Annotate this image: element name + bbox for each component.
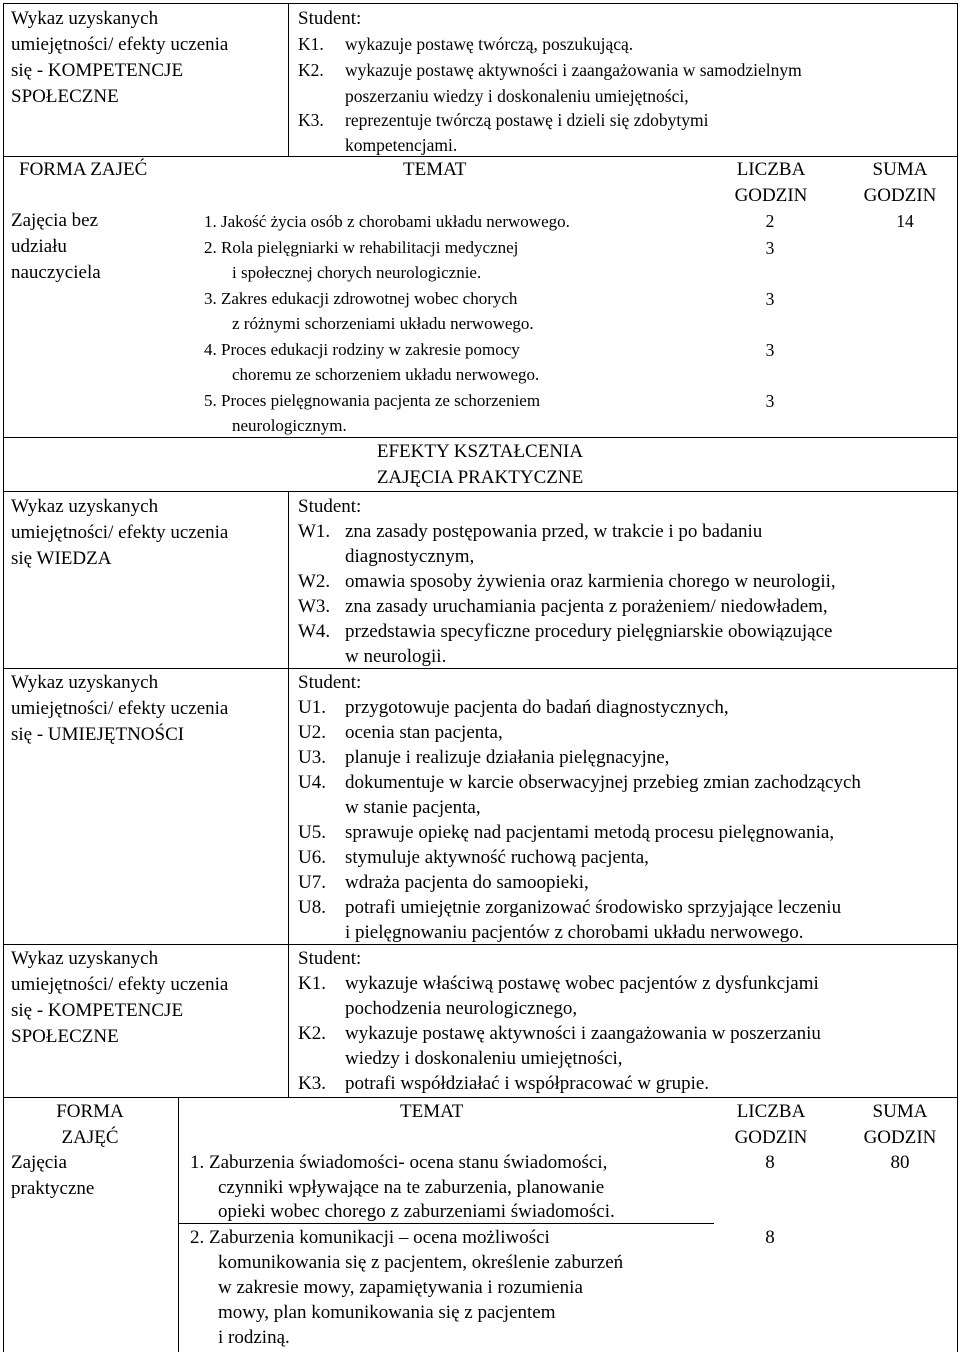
topic-line: choremu ze schorzeniem układu nerwowego.: [232, 365, 540, 384]
topic-line: opieki wobec chorego z zaburzeniami świadomości.: [218, 1201, 615, 1222]
item-text: planuje i realizuje działania pielęgnacyjne,: [345, 747, 670, 768]
item-text: wykazuje właściwą postawę wobec pacjentów z dysfunkcjami: [345, 973, 819, 994]
sum-header: SUMA GODZIN: [863, 1101, 937, 1148]
topic-line: komunikowania się z pacjentem, określenie zaburzeń: [218, 1252, 624, 1273]
item-code: K1.: [298, 34, 324, 54]
topic-line: czynniki wpływające na te zaburzenia, planowanie: [218, 1177, 605, 1198]
item-text: omawia sposoby żywienia oraz karmienia chorego w neurologii,: [345, 571, 836, 592]
item-text: poszerzaniu wiedzy i doskonaleniu umiejętności,: [345, 86, 689, 106]
item-code: K1.: [298, 973, 326, 994]
item-code: U2.: [298, 722, 326, 743]
topic-line: w zakresie mowy, zapamiętywania i rozumienia: [218, 1277, 583, 1298]
item-text: i pielęgnowaniu pacjentów z chorobami układu nerwowego.: [345, 922, 804, 943]
item-code: U5.: [298, 822, 326, 843]
divider-top-competence: [288, 3, 289, 157]
item-code: U4.: [298, 772, 326, 793]
item-text: w stanie pacjenta,: [345, 797, 481, 818]
divider-effects: [288, 491, 289, 1097]
topic-line: mowy, plan komunikowania się z pacjentem: [218, 1302, 556, 1323]
form-name: Zajęcia praktyczne: [11, 1152, 95, 1199]
item-text: przygotowuje pacjenta do badań diagnostycznych,: [345, 697, 729, 718]
item-code: K2.: [298, 60, 324, 80]
item-code: K3.: [298, 110, 324, 130]
item-code: K2.: [298, 1023, 326, 1044]
item-code: W4.: [298, 621, 331, 642]
student-label: Student:: [298, 496, 362, 517]
practical-header-line2: ZAJĘCIA PRAKTYCZNE: [376, 467, 584, 488]
item-text: wykazuje postawę aktywności i zaangażowania w poszerzaniu: [345, 1023, 821, 1044]
item-code: U8.: [298, 897, 326, 918]
topic-line: 1. Jakość życia osób z chorobami układu nerwowego.: [204, 212, 570, 231]
item-code: W1.: [298, 521, 331, 542]
item-text: wykazuje postawę twórczą, poszukującą.: [345, 34, 634, 54]
temat-header: TEMAT: [403, 159, 467, 180]
forma-header: FORMA ZAJĘĆ: [56, 1101, 124, 1148]
item-text: zna zasady postępowania przed, w trakcie i po badaniu: [345, 521, 763, 542]
topic-line: 1. Zaburzenia świadomości- ocena stanu świadomości,: [190, 1152, 608, 1173]
divider-practical-form: [178, 1097, 179, 1352]
item-text: ocenia stan pacjenta,: [345, 722, 503, 743]
topic-line: i rodziną.: [218, 1327, 290, 1348]
item-text: przedstawia specyficzne procedury pielęgniarskie obowiązujące: [345, 621, 833, 642]
item-text: sprawuje opiekę nad pacjentami metodą procesu pielęgnowania,: [345, 822, 835, 843]
sum-value: 80: [890, 1152, 910, 1173]
topic-hours: 3: [765, 289, 775, 309]
item-text: kompetencjami.: [345, 135, 458, 155]
item-code: K3.: [298, 1073, 326, 1094]
item-text: pochodzenia neurologicznego,: [345, 998, 578, 1019]
item-text: w neurologii.: [345, 646, 447, 667]
item-code: U3.: [298, 747, 326, 768]
topic-line: i społecznej chorych neurologicznie.: [232, 263, 482, 282]
competence-label: Wykaz uzyskanych umiejętności/ efekty uczenia się - KOMPETENCJE SPOŁECZNE: [11, 8, 229, 107]
item-text: stymuluje aktywność ruchową pacjenta,: [345, 847, 649, 868]
competences-label: Wykaz uzyskanych umiejętności/ efekty uczenia się - KOMPETENCJE SPOŁECZNE: [11, 948, 229, 1047]
border-top: [3, 3, 958, 4]
topic-line: 3. Zakres edukacji zdrowotnej wobec chorych: [204, 289, 518, 308]
item-code: U7.: [298, 872, 326, 893]
hours-header: LICZBA GODZIN: [734, 159, 808, 206]
skills-label: Wykaz uzyskanych umiejętności/ efekty uczenia się - UMIEJĘTNOŚCI: [11, 672, 229, 745]
student-label: Student:: [298, 948, 362, 969]
topic-hours: 3: [765, 391, 775, 411]
rule-before-knowledge: [3, 491, 958, 492]
topic-line: 5. Proces pielęgnowania pacjenta ze schorzeniem: [204, 391, 541, 410]
topic-hours: 3: [765, 238, 775, 258]
topic-line: neurologicznym.: [232, 416, 347, 435]
rule-before-practical: [3, 1097, 958, 1098]
item-text: wiedzy i doskonaleniu umiejętności,: [345, 1048, 623, 1069]
rule-before-skills: [3, 668, 958, 669]
knowledge-label: Wykaz uzyskanych umiejętności/ efekty uczenia się WIEDZA: [11, 496, 229, 569]
item-code: W2.: [298, 571, 331, 592]
border-right: [957, 3, 958, 1352]
topic-hours: 8: [765, 1152, 775, 1173]
border-left: [3, 3, 4, 1352]
topic-line: z różnymi schorzeniami układu nerwowego.: [232, 314, 534, 333]
student-label: Student:: [298, 672, 362, 693]
item-text: reprezentuje twórczą postawę i dzieli się zdobytymi: [345, 110, 709, 130]
topic-hours: 8: [765, 1227, 775, 1248]
forma-header: FORMA ZAJEĆ: [19, 159, 148, 180]
topic-line: 2. Rola pielęgniarki w rehabilitacji medycznej: [204, 238, 519, 257]
student-label: Student:: [298, 8, 362, 29]
item-text: dokumentuje w karcie obserwacyjnej przebieg zmian zachodzących: [345, 772, 861, 793]
item-text: diagnostycznym,: [345, 546, 475, 567]
rule-after-self-study: [3, 437, 958, 438]
topic-line: 4. Proces edukacji rodziny w zakresie pomocy: [204, 340, 520, 359]
hours-header: LICZBA GODZIN: [734, 1101, 808, 1148]
practical-header-line1: EFEKTY KSZTAŁCENIA: [376, 441, 584, 462]
temat-header: TEMAT: [400, 1101, 464, 1122]
topic-line: 2. Zaburzenia komunikacji – ocena możliwości: [190, 1227, 550, 1248]
item-text: wdraża pacjenta do samoopieki,: [345, 872, 589, 893]
item-code: U6.: [298, 847, 326, 868]
sum-header: SUMA GODZIN: [863, 159, 937, 206]
topic-hours: 2: [765, 211, 775, 231]
item-text: potrafi umiejętnie zorganizować środowisko sprzyjające leczeniu: [345, 897, 842, 918]
topic-hours: 3: [765, 340, 775, 360]
item-code: U1.: [298, 697, 326, 718]
sum-value: 14: [896, 211, 914, 231]
item-code: W3.: [298, 596, 331, 617]
item-text: zna zasady uruchamiania pacjenta z porażeniem/ niedowładem,: [345, 596, 828, 617]
item-text: potrafi współdziałać i współpracować w grupie.: [345, 1073, 710, 1094]
form-name: Zajęcia bez udziału nauczyciela: [11, 210, 101, 283]
item-text: wykazuje postawę aktywności i zaangażowania w samodzielnym: [345, 60, 802, 80]
